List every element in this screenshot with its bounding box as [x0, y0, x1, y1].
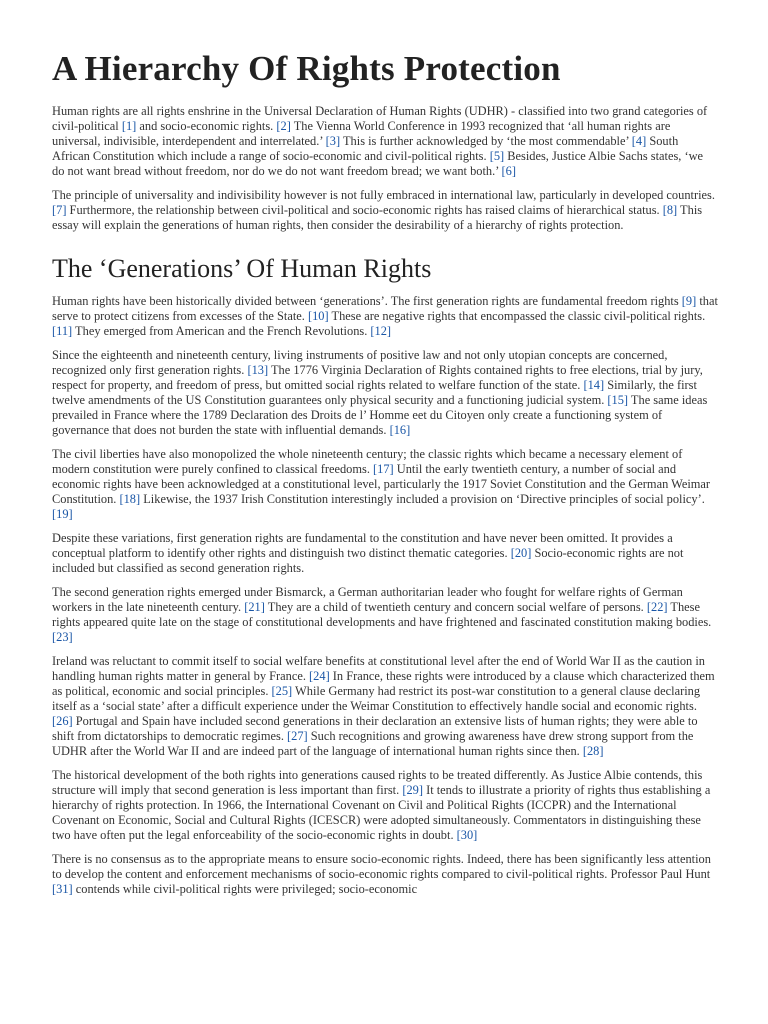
paragraph-text: The principle of universality and indivisibility however is not fully embraced in international law, particularly in developed countries.	[52, 188, 715, 202]
paragraph	[52, 531, 718, 576]
footnote-link[interactable]: [30]	[456, 828, 478, 843]
paragraph-text: The 1776 Virginia Declaration of Rights contained rights to free elections, trial by jury, respect for property, and freedom of press, but omitted social rights related to welfare function of the state.	[52, 363, 703, 393]
paragraph-text: Furthermore, the relationship between civil-political and socio-economic rights has raised claims of hierarchical status.	[66, 203, 663, 217]
paragraph-text: Human rights have been historically divided between ‘generations’. The first generation rights are fundamental freedom rights	[52, 294, 682, 309]
paragraph-text: Socio-economic rights are not included but classified as second generation rights.	[52, 546, 684, 576]
paragraph	[52, 768, 718, 843]
footnote-link[interactable]: [14]	[583, 378, 605, 393]
paragraph-text: This is further acknowledged by ‘the most commendable’	[340, 134, 632, 148]
footnote-link[interactable]: [23]	[52, 630, 73, 645]
paragraph-text: They are a child of twentieth century and concern social welfare of persons.	[264, 600, 647, 615]
footnote-link[interactable]: [31]	[52, 882, 73, 897]
paragraph-text: Until the early twentieth century, a number of social and economic rights have been acknowledged at a constitutional level, particularly the 1917 Soviet Constitution and the German Weimar Constitution.	[52, 462, 711, 507]
paragraph	[52, 294, 718, 339]
paragraph	[52, 348, 718, 438]
footnote-link[interactable]: [21]	[244, 600, 265, 615]
footnote-link[interactable]: [28]	[582, 744, 604, 759]
footnote-link[interactable]: [3]	[325, 134, 341, 148]
footnote-link[interactable]: [12]	[370, 324, 392, 339]
paragraph-text: In France, these rights were introduced by a clause which characterized them as political, economic and social principles.	[52, 669, 715, 699]
paragraph-text: The second generation rights emerged under Bismarck, a German authoritarian leader who fought for welfare rights of German workers in the late nineteenth century.	[52, 585, 683, 615]
footnote-link[interactable]: [5]	[489, 149, 505, 163]
footnote-link[interactable]: [6]	[501, 164, 516, 178]
footnote-link[interactable]: [9]	[681, 294, 697, 309]
footnote-link[interactable]: [29]	[402, 783, 423, 798]
paragraph-text: contends while civil-political rights were privileged; socio-economic	[72, 882, 418, 897]
paragraph-text: Such recognitions and growing awareness have drew strong support from the UDHR after the World War II and are indeed part of the language of international human rights since then.	[52, 729, 694, 759]
paragraph	[52, 104, 718, 179]
footnote-link[interactable]: [26]	[52, 714, 73, 729]
footnote-link[interactable]: [18]	[119, 492, 141, 507]
paragraph-text: They emerged from American and the French Revolutions.	[72, 324, 371, 339]
footnote-link[interactable]: [16]	[389, 423, 411, 438]
footnote-link[interactable]: [10]	[307, 309, 329, 324]
paragraph-text: There is no consensus as to the appropriate means to ensure socio-economic rights. Indeed, there has been significantly less attention to develop the content and enforcement mechanisms of socio-economic rights compared to civil-political rights. Professor Paul Hunt	[52, 852, 711, 882]
footnote-link[interactable]: [17]	[373, 462, 394, 477]
paragraph-text: These are negative rights that encompassed the classic civil-political rights.	[328, 309, 706, 324]
paragraph-text: It tends to illustrate a priority of rights thus establishing a hierarchy of rights protection. In 1966, the International Covenant on Civil and Political Rights (ICCPR) and the International Covenant on Economic, Social and Cultural Rights (ICESCR) were adopted simultaneously. Commentators in distinguishing these two have often put the legal enforceability of the socio-economic rights in doubt.	[52, 783, 711, 843]
footnote-link[interactable]: [20]	[510, 546, 532, 561]
paragraph	[52, 654, 718, 759]
paragraph-text: While Germany had restrict its post-war constitution to a general clause declaring itself as a ‘social state’ after a difficult experience under the Weimar Constitution to effectively handle social and economic rights.	[52, 684, 701, 714]
paragraph	[52, 447, 718, 522]
footnote-link[interactable]: [25]	[271, 684, 293, 699]
paragraph	[52, 852, 718, 897]
footnote-link[interactable]: [4]	[631, 134, 647, 148]
footnote-link[interactable]: [8]	[662, 203, 678, 217]
footnote-link[interactable]: [15]	[607, 393, 629, 408]
paragraph-text: Ireland was reluctant to commit itself to social welfare benefits at constitutional level after the end of World War II as the caution in handling human rights matter in general by France.	[52, 654, 705, 684]
paragraph-text: Despite these variations, first generation rights are fundamental to the constitution and have never been omitted. It provides a conceptual platform to identify other rights and distinguish two distinct thematic categories.	[52, 531, 673, 561]
paragraph-text: This essay will explain the generations of human rights, then consider the desirability of a hierarchy of rights protection.	[52, 203, 703, 232]
footnote-link[interactable]: [27]	[287, 729, 308, 744]
paragraph	[52, 585, 718, 645]
paragraph-text: The civil liberties have also monopolized the whole nineteenth century; the classic rights which became a necessary element of modern constitution were purely confined to classical freedoms.	[52, 447, 683, 477]
paragraph-text: These rights appeared quite late on the stage of constitutional developments and have frightened and fascinated constitution making bodies.	[52, 600, 712, 630]
footnote-link[interactable]: [24]	[309, 669, 330, 684]
paragraph-text: The Vienna World Conference in 1993 recognized that ‘all human rights are universal, indivisible, interdependent and interrelated.’	[52, 119, 671, 148]
paragraph-text: Human rights are all rights enshrine in the Universal Declaration of Human Rights (UDHR) - classified into two grand categories of civil-political	[52, 104, 708, 133]
footnote-link[interactable]: [22]	[646, 600, 668, 615]
paragraph	[52, 188, 718, 233]
section-paragraphs	[52, 294, 718, 897]
section-heading: The ‘Generations’ Of Human Rights	[52, 254, 432, 283]
paragraph-text: Likewise, the 1937 Irish Constitution interestingly included a provision on ‘Directive principles of social policy’.	[140, 492, 705, 507]
paragraph-text: South African Constitution which include a range of socio-economic and civil-political rights.	[52, 134, 679, 163]
paragraph-text: Portugal and Spain have included second generations in their declaration an extensive lists of human rights; they were able to shift from dictatorships to democratic regimes.	[52, 714, 698, 744]
paragraph-text: Since the eighteenth and nineteenth century, living instruments of positive law and not only utopian concepts are concerned, recognized only first generation rights.	[52, 348, 668, 378]
paragraph-text: and socio-economic rights.	[136, 119, 277, 133]
intro-paragraphs	[52, 104, 718, 233]
footnote-link[interactable]: [13]	[247, 363, 269, 378]
paragraph-text: The historical development of the both rights into generations caused rights to be treated differently. As Justice Albie contends, this structure will imply that second generation is less important than first.	[52, 768, 703, 798]
footnote-link[interactable]: [1]	[121, 119, 137, 133]
footnote-link[interactable]: [11]	[52, 324, 73, 339]
page-title: A Hierarchy Of Rights Protection	[52, 49, 561, 88]
footnote-link[interactable]: [19]	[52, 507, 73, 522]
paragraph-text: The same ideas prevailed in France where the 1789 Declaration des Droits de l’ Homme eet du Citoyen only create a functioning system of governance that does not burden the state with influential demands.	[52, 393, 708, 438]
paragraph-text: Besides, Justice Albie Sachs states, ‘we do not want bread without freedom, nor do we do not want freedom bread; we want both.’	[52, 149, 704, 178]
footnote-link[interactable]: [2]	[276, 119, 291, 133]
footnote-link[interactable]: [7]	[52, 203, 67, 217]
paragraph-text: Similarly, the first twelve amendments of the US Constitution guarantees only physical security and a functioning judicial system.	[52, 378, 697, 408]
paragraph-text: that serve to protect citizens from excesses of the State.	[52, 294, 718, 324]
